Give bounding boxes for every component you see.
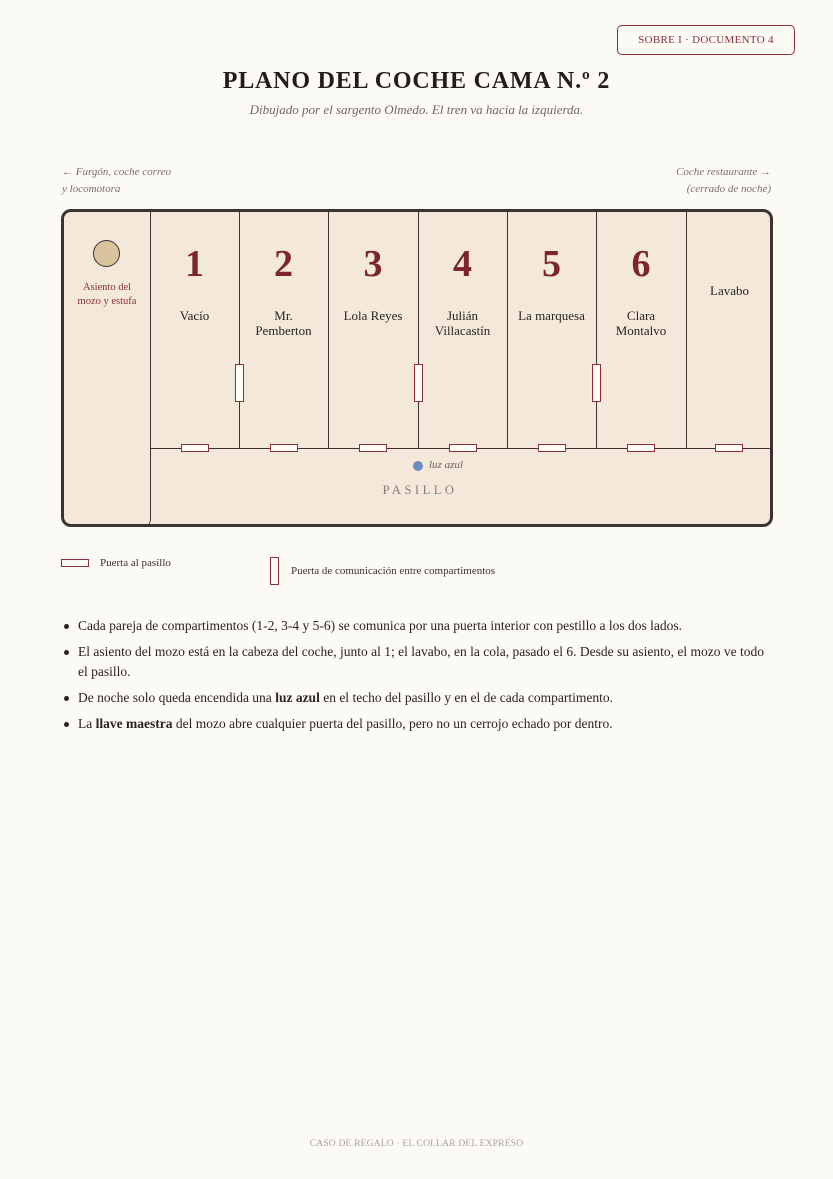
compartment-number: 1 <box>185 243 204 285</box>
blue-light-label: luz azul <box>429 459 463 471</box>
sleeping-car-plan <box>61 209 773 527</box>
list-item: La llave maestra del mozo abre cualquier puerta del pasillo, pero no un cerrojo echado por dentro. <box>62 714 774 734</box>
compartment-number: 3 <box>363 243 383 285</box>
list-item: El asiento del mozo está en la cabeza del coche, junto al 1; el lavabo, en la cola, pasado el 6. Desde su asiento, el mozo ve todo el pasillo. <box>62 642 774 682</box>
compartment-5 <box>507 212 596 448</box>
compartment-number: 6 <box>631 243 651 285</box>
corridor-door-lavatory <box>715 444 743 452</box>
document-tag: SOBRE I · DOCUMENTO 4 <box>617 25 795 55</box>
direction-left-label: ← Furgón, coche correo y locomotora <box>62 166 172 195</box>
list-item: De noche solo queda encendida una luz azul en el techo del pasillo y en el de cada compartimento. <box>62 688 774 708</box>
compartment-number: 5 <box>542 243 561 285</box>
page-subtitle: Dibujado por el sargento Olmedo. El tren va hacia la izquierda. <box>249 102 584 117</box>
corridor-label: PASILLO <box>382 483 458 497</box>
page-title: PLANO DEL COCHE CAMA N.º 2 <box>222 68 611 94</box>
legend-connecting-door-label: Puerta de comunicación entre compartimentos <box>291 565 496 577</box>
connecting-door-3-4 <box>414 364 423 402</box>
compartment-occupant: Mr. Pemberton <box>255 308 312 338</box>
legend-connecting-door <box>270 557 495 585</box>
lavatory <box>686 212 773 448</box>
compartment-6 <box>596 212 686 448</box>
corridor-door-5 <box>538 444 566 452</box>
compartment-4 <box>418 212 507 448</box>
page-footer: CASO DE REGALO · EL COLLAR DEL EXPRESO <box>309 1139 524 1149</box>
compartment-number: 4 <box>453 243 472 285</box>
compartment-occupant: La marquesa <box>518 308 585 323</box>
compartment-3 <box>328 212 418 448</box>
attendant-area-label: Asiento del mozo y estufa <box>77 282 137 307</box>
connecting-door-1-2 <box>235 364 244 402</box>
compartment-occupant: Julián Villacastín <box>434 308 491 338</box>
direction-right-label: Coche restaurante → (cerrado de noche) <box>676 166 771 195</box>
list-item: Cada pareja de compartimentos (1-2, 3-4 y 5-6) se comunica por una puerta interior con pestillo a los dos lados. <box>62 616 774 636</box>
attendant-area <box>64 212 151 527</box>
compartment-occupant: Clara Montalvo <box>615 308 667 338</box>
corridor-door-6 <box>627 444 655 452</box>
stove-icon <box>93 240 120 267</box>
corridor-door-4 <box>449 444 477 452</box>
legend-corridor-door <box>61 557 171 569</box>
blue-light-icon <box>413 461 423 471</box>
compartment-occupant: Lola Reyes <box>343 308 403 323</box>
connecting-door-5-6 <box>592 364 601 402</box>
legend-corridor-door-label: Puerta al pasillo <box>100 557 171 569</box>
notes-list <box>62 616 774 740</box>
corridor-door-icon <box>61 559 89 567</box>
corridor-door-1 <box>181 444 209 452</box>
compartment-number: 2 <box>274 243 293 285</box>
compartment-2 <box>239 212 328 448</box>
compartment-occupant: Vacío <box>179 308 210 323</box>
corridor-door-2 <box>270 444 298 452</box>
lavatory-label: Lavabo <box>710 283 749 298</box>
connecting-door-icon <box>270 557 279 585</box>
compartment-1 <box>150 212 239 448</box>
corridor-door-3 <box>359 444 387 452</box>
